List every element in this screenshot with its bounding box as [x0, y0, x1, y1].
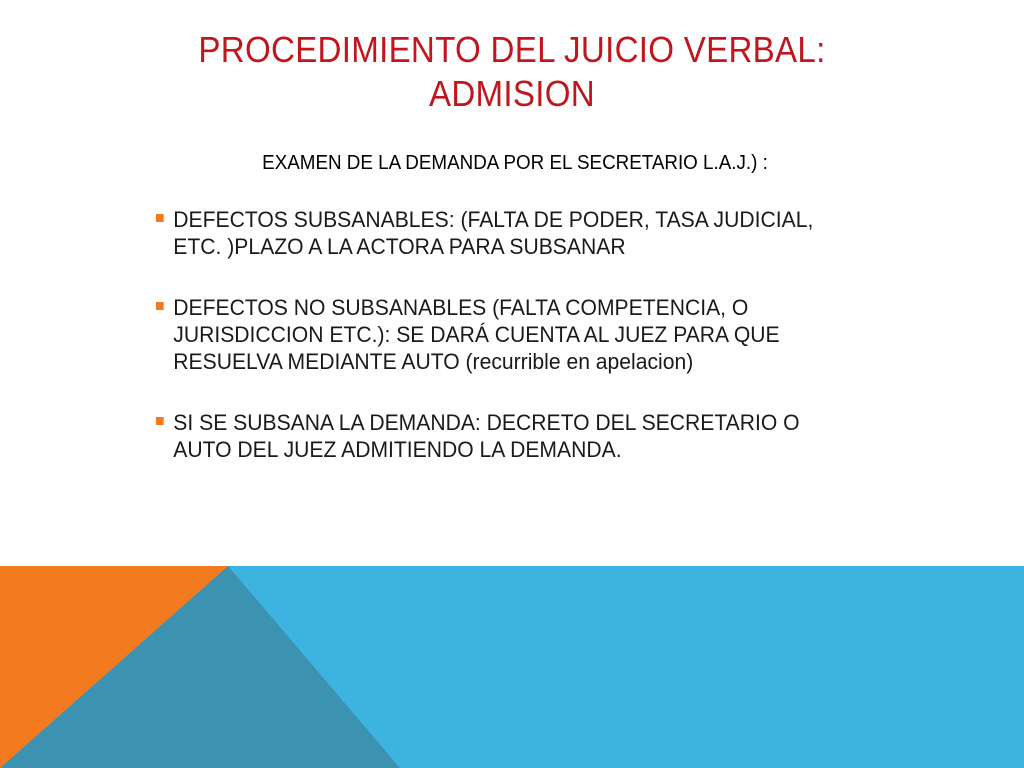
square-bullet-icon — [156, 214, 164, 222]
bullet-line: DEFECTOS NO SUBSANABLES (FALTA COMPETENCIA, O — [173, 295, 749, 320]
square-bullet-icon — [156, 302, 164, 310]
bullet-item-no-subsanables — [156, 294, 886, 375]
bullet-line: SI SE SUBSANA LA DEMANDA: DECRETO DEL SECRETARIO O — [173, 410, 800, 435]
bullet-line: JURISDICCION ETC.): SE DARÁ CUENTA AL JUEZ PARA QUE — [173, 322, 780, 347]
bullet-line: DEFECTOS SUBSANABLES: (FALTA DE PODER, TASA JUDICIAL, — [173, 207, 814, 232]
slide-title — [144, 28, 880, 116]
square-bullet-icon — [156, 417, 164, 425]
bullet-item-subsanables — [156, 206, 886, 260]
title-line-2: ADMISION — [428, 73, 595, 114]
slide-subtitle: EXAMEN DE LA DEMANDA POR EL SECRETARIO L.A.J.) : — [262, 152, 768, 174]
bullet-line: AUTO DEL JUEZ ADMITIENDO LA DEMANDA. — [173, 437, 622, 462]
bullet-item-subsana — [156, 409, 886, 463]
title-line-1: PROCEDIMIENTO DEL JUICIO VERBAL: — [198, 29, 826, 70]
bullet-line: RESUELVA MEDIANTE AUTO (recurrible en apelacion) — [173, 349, 694, 374]
bullet-line: ETC. )PLAZO A LA ACTORA PARA SUBSANAR — [173, 234, 626, 259]
bullet-list — [156, 206, 916, 497]
decorative-band — [0, 566, 1024, 768]
